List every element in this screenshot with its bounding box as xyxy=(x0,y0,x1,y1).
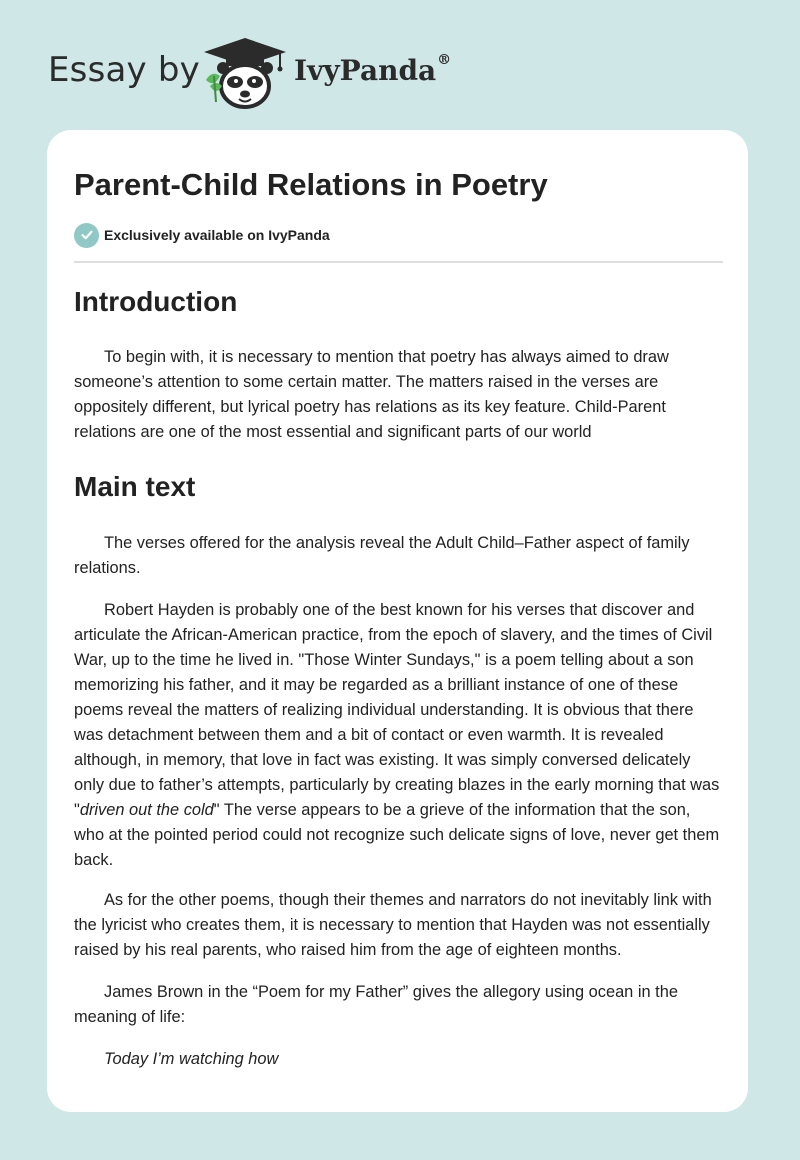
main-paragraph-2-start: Robert Hayden is probably one of the best known for his verses that discover and articulate the African-American practice, from the epoch of slavery, and the times of Civil War, up to the time he lived in. "Those Winter Sundays," is a poem telling about a son memorizing his father, and it may be regarded as a brilliant instance of one of these poems reveal the matters of realizing individual understanding. It is obvious that there was detachment between them and a bit of contact or even warmth. It is revealed although, in memory, that love in fact was existing. It was simply conversed delicately only due to father’s attempts, particularly by creating blazes in the early morning that was " xyxy=(74,601,720,819)
main-paragraph-4: James Brown in the “Poem for my Father” gives the allegory using ocean in the meaning of life: xyxy=(74,983,678,1026)
inline-quote: driven out the cold xyxy=(79,801,214,819)
brand-name: IvyPanda xyxy=(294,54,437,87)
main-paragraph-1: The verses offered for the analysis reveal the Adult Child–Father aspect of family relations. xyxy=(74,534,690,577)
registered-mark: ® xyxy=(437,52,452,68)
exclusive-badge xyxy=(74,222,330,248)
main-paragraph-3: As for the other poems, though their themes and narrators do not inevitably link with the lyricist who creates them, it is necessary to mention that Hayden was not essentially raised by his real parents, who raised him from the age of eighteen months. xyxy=(74,891,712,959)
article-body xyxy=(74,282,724,1072)
exclusive-label: Exclusively available on IvyPanda xyxy=(104,227,330,243)
essay-by-label: Essay by xyxy=(48,50,200,90)
brand-logo-text[interactable] xyxy=(294,54,451,87)
intro-paragraph: To begin with, it is necessary to mention that poetry has always aimed to draw someone’s attention to some certain matter. The matters raised in the verses are oppositely different, but lyrical poetry has relations as its key feature. Child-Parent relations are one of the most essential and significant parts of our world xyxy=(74,348,669,441)
poem-line: Today I’m watching how xyxy=(104,1050,279,1068)
panda-graduate-icon[interactable] xyxy=(202,36,288,110)
section-heading-main-text: Main text xyxy=(74,471,196,502)
main-paragraph-2-end: " The verse appears to be a grieve of the information that the son, who at the pointed period could not recognize such delicate signs of love, never get them back. xyxy=(74,801,720,869)
title-divider xyxy=(74,261,723,263)
site-header xyxy=(0,0,800,130)
section-heading-introduction: Introduction xyxy=(74,286,238,317)
check-circle-icon xyxy=(74,223,99,248)
page-title: Parent-Child Relations in Poetry xyxy=(74,167,548,202)
essay-card xyxy=(47,130,748,1112)
main-paragraph-2 xyxy=(74,598,724,873)
